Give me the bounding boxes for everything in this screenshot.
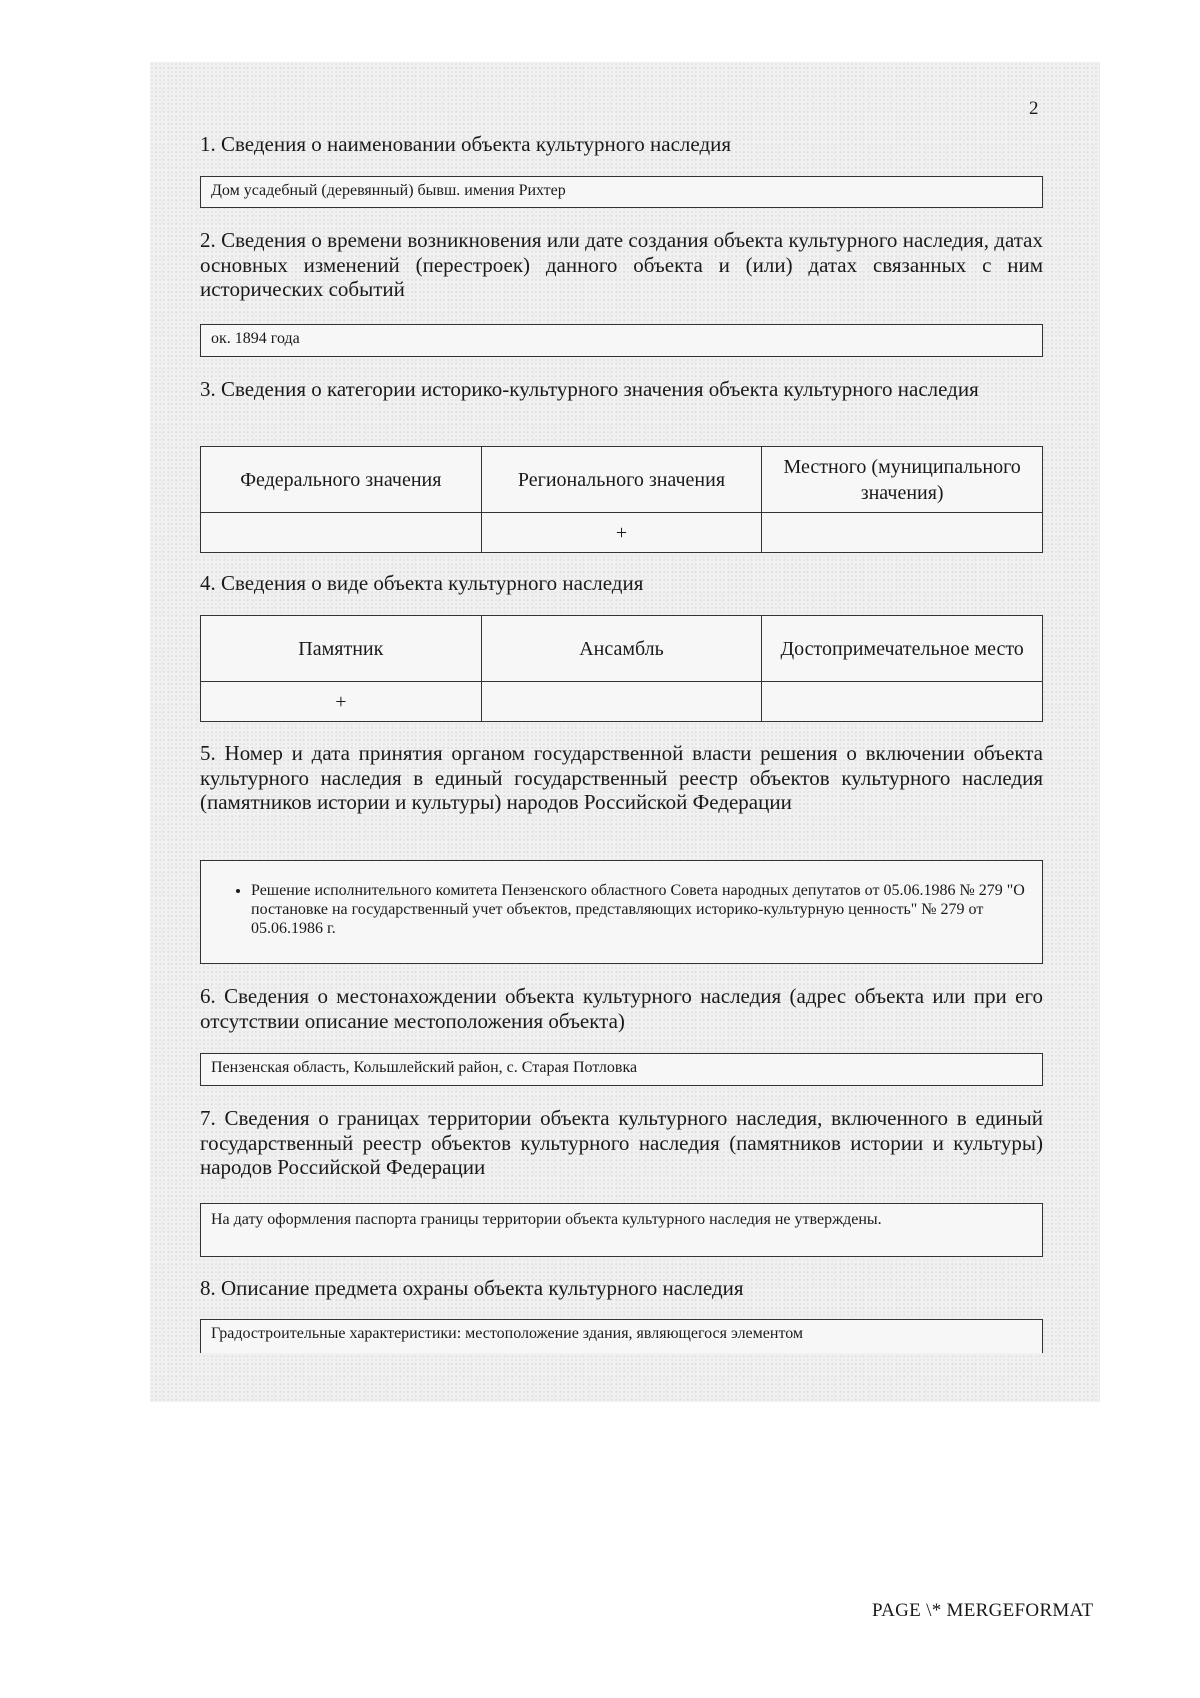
section-1-heading: 1. Сведения о наименовании объекта культурного наследия — [200, 132, 732, 156]
section-8-heading: 8. Описание предмета охраны объекта культурного наследия — [200, 1276, 744, 1300]
mark-ensemble — [481, 682, 762, 722]
page-number: 2 — [1029, 98, 1039, 119]
list-item: • Решение исполнительного комитета Пензенского областного Совета народных депутатов от 05.06.1986 № 279 "О постановке на государственный учет объектов, представляющих историко-культурную ценность" № 279 от 05.06.1986 г. — [251, 881, 1032, 938]
column-local: Местного (муниципального значения) — [762, 447, 1043, 513]
column-monument: Памятник — [201, 616, 482, 682]
section-1-value-box — [200, 176, 1043, 208]
registry-decision-list — [211, 881, 1032, 938]
creation-date-value: ок. 1894 года — [211, 330, 300, 347]
page-footer-field-code: PAGE \* MERGEFORMAT — [872, 1600, 1094, 1621]
column-ensemble: Ансамбль — [481, 616, 762, 682]
section-3-heading: 3. Сведения о категории историко-культурного значения объекта культурного наследия — [200, 377, 979, 401]
section-2-value-box — [200, 324, 1043, 357]
section-2-heading: 2. Сведения о времени возникновения или дате создания объекта культурного наследия, датах основных изменений (перестроек) данного объекта и (или) датах связанных с ним исторических событий — [200, 228, 1043, 301]
section-7-value-box — [200, 1203, 1043, 1257]
table-header-row — [201, 447, 1043, 513]
table-header-row — [201, 616, 1043, 682]
mark-regional: + — [481, 513, 762, 553]
mark-federal — [201, 513, 482, 553]
section-6-value-box — [200, 1053, 1043, 1086]
mark-landmark — [762, 682, 1043, 722]
column-federal: Федерального значения — [201, 447, 482, 513]
section-8-value-box — [200, 1319, 1043, 1353]
table-row — [201, 682, 1043, 722]
object-type-table — [200, 615, 1043, 722]
boundaries-value: На дату оформления паспорта границы территории объекта культурного наследия не утверждены. — [211, 1211, 882, 1228]
section-5-heading: 5. Номер и дата принятия органом государственной власти решения о включении объекта культурного наследия в единый государственный реестр объектов культурного наследия (памятников истории и культуры) народов Российской Федерации — [200, 741, 1043, 814]
column-landmark: Достопримечательное место — [762, 616, 1043, 682]
section-7-heading: 7. Сведения о границах территории объекта культурного наследия, включенного в единый государственный реестр объектов культурного наследия (памятников истории и культуры) народов Российской Федерации — [200, 1106, 1043, 1179]
mark-local — [762, 513, 1043, 553]
section-4-heading: 4. Сведения о виде объекта культурного наследия — [200, 571, 644, 595]
mark-monument: + — [201, 682, 482, 722]
significance-category-table — [200, 446, 1043, 553]
section-5-value-box — [200, 860, 1043, 964]
location-value: Пензенская область, Кольшлейский район, с. Старая Потловка — [211, 1059, 638, 1076]
protection-subject-value: Градостроительные характеристики: местоположение здания, являющегося элементом — [211, 1325, 804, 1342]
column-regional: Регионального значения — [481, 447, 762, 513]
object-name-value: Дом усадебный (деревянный) бывш. имения Рихтер — [211, 182, 566, 199]
table-row — [201, 513, 1043, 553]
section-6-heading: 6. Сведения о местонахождении объекта культурного наследия (адрес объекта или при его отсутствии описание местоположения объекта) — [200, 984, 1043, 1033]
